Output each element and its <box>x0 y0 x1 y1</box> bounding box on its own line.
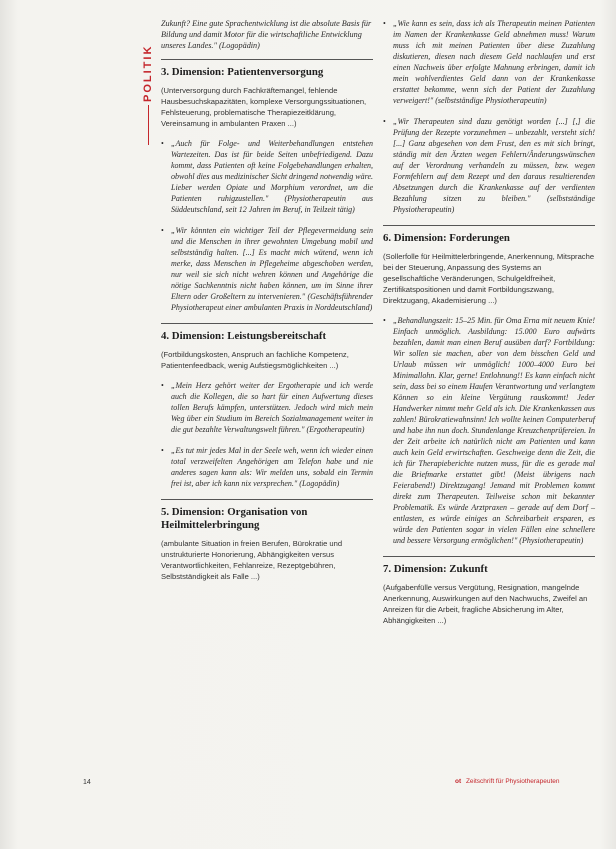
section-title-dimension-5: 5. Dimension: Organisation von Heilmittelerbringung <box>161 506 308 531</box>
section-divider <box>161 499 373 500</box>
section-body-dimension-5: (ambulante Situation in freien Berufen, Bürokratie und unstrukturierte Honorierung, Abhängigkeiten versus Verantwortlichkeiten, Fehlanreize, Rezeptgebühren, Selbstständigkeit als Falle ...) <box>161 539 343 581</box>
section-divider <box>161 59 373 60</box>
section-body-dimension-4: (Fortbildungskosten, Anspruch an fachliche Kompetenz, Patientenfeedback, wenig Aufstiegsmöglichkeiten ...) <box>161 350 349 370</box>
section-title-dimension-7: 7. Dimension: Zukunft <box>383 563 488 575</box>
right-column <box>383 18 595 635</box>
section-title-dimension-3: 3. Dimension: Patientenversorgung <box>161 66 324 78</box>
quote-dimension-4-2: • „Es tut mir jedes Mal in der Seele weh, wenn ich wieder einen total verzweifelten Angehörigen am Telefon habe und nie anderes sagen kann als: Wir melden uns, sobald ein Termin frei ist, aber ich kann nix versprechen." (Logopädin) <box>161 445 373 489</box>
section-body-dimension-3: (Unterversorgung durch Fachkräftemangel, fehlende Hausbesuchskapazitäten, komplexe Versorgungssituationen, Fehlsteuerung, problematische Therapiezeitklärung, Vereinsamung in ambulanten Praxen ...) <box>161 86 367 128</box>
section-body-dimension-7: (Aufgabenfülle versus Vergütung, Resignation, mangelnde Anerkennung, Auswirkungen auf den Nachwuchs, Zweifel an Anreizen für die Arbeit, fragliche Absicherung im Alter, Abhängigkeiten ...) <box>383 583 588 625</box>
intro-quote: Zukunft? Eine gute Sprachentwicklung ist die absolute Basis für Bildung und damit Motor für die wirtschaftliche Entwicklung unseres Landes." (Logopädin) <box>161 19 372 50</box>
quote-dimension-6-1: • „Behandlungszeit: 15–25 Min. für Oma Erna mit neuem Knie! Einfach unmöglich. Ausbildung: 15.000 Euro aufwärts bezahlen, damit man einen Beruf ausüben darf? Fortbildung: Wir sollen sie machen, aber von dem bisschen Geld und Urlaub müssen wir unmöglich! 1000–4000 Euro bei Minimallohn. Klar, gerne! Entlohnung!! Es kann einfach nicht sein, dass bei so einem Haufen Verantwortung und verlangtem Können so ein kleine Vergütung rauskommt! Jeder Handwerker nimmt mehr Geld als ich. Die Krankenkassen aus zahlen! Bürokratiewahnsinn! Ich wollte keinen Computerberuf und habe ihn nun doch. Stundenlange Kreuzchenprüfereien. In der Zeit arbeite ich natürlich nicht am Patienten und kann auch kein Geld erwirtschaften. Geschweige denn die Zeit, die ich für Therapieberichte nutzen muss, für die es gerade mal die Briefmarke erstattet gibt! (Meist übrigens nach Feierabend!) Direktzugang! Jemand mit Problemen kommt direkt zum Therapeuten. Teilweise schon mit bekannter Problematik. Es würde Arztpraxen – gerade auf dem Dorf – entlasten, es würde einiges an Schreibarbeit ersparen, es würde den Patienten sogar in vielen Fällen eine schnellere und bessere Versorgung ermöglichen!" (Physiotherapeutin) <box>383 315 595 546</box>
publication-footer <box>455 778 560 785</box>
lead-quote-2: • „Wir Therapeuten sind dazu genötigt worden [...] [,] die Prüfung der Rezepte vorzunehmen – unbezahlt, versteht sich! [...] Ganz abgesehen von dem Frust, den es mit sich bringt, ständig mit den Ärzten wegen Fehlern/Änderungswünschen auf der Verordnung verhandeln zu müssen, bzw. wegen Formfehlern auf dem Rezept und den daraus resultierenden Absetzungen durch die Krankenkasse auf der verdienten Bezahlung sitzen zu bleiben." (selbstständige Physiotherapeutin) <box>383 116 595 215</box>
quote-dimension-3-1: • „Auch für Folge- und Weiterbehandlungen entstehen Wartezeiten. Das ist für beide Seiten unbefriedigend. Dazu kommt, dass Patienten oft keine Folgebehandlungen erhalten, obwohl dies aus medizinischer Sicht dringend notwendig wäre. Lieber werden Opiate und Morphium verordnet, um die Patienten ruhigzustellen." (Physiotherapeutin aus Süddeutschland, seit 12 Jahren im Beruf, in Teilzeit tätig) <box>161 138 373 215</box>
section-divider <box>383 225 595 226</box>
quote-dimension-4-1: • „Mein Herz gehört weiter der Ergotherapie und ich werde auch die Kollegen, die so hart für einen Aufwertung dieses tollen Berufs kämpfen, unterstützen. Jedoch wird mich mein Weg über ein Studium im Bereich Sozialmanagement weiter in die gut bezahlte Verwaltungswelt führen." (Ergotherapeutin) <box>161 380 373 435</box>
page-number: 14 <box>83 779 91 786</box>
left-column <box>161 18 373 591</box>
quote-dimension-3-2: • „Wir könnten ein wichtiger Teil der Pflegevermeidung sein und die Menschen in ihrer gewohnten Umgebung mobil und selbstständig halten. [...] Es macht mich wütend, wenn ich merke, dass Menschen in Pflegeheime abgeschoben werden, nur weil sie sich nicht wehren können und Angehörige die nötige Sachkenntnis nicht haben können, um im Sinne ihrer Eltern oder Großeltern zu intervenieren." (Geschäftsführender Physiotherapeut einer ambulanten Praxis in Norddeutschland) <box>161 225 373 313</box>
section-divider <box>383 556 595 557</box>
section-title-dimension-6: 6. Dimension: Forderungen <box>383 232 510 244</box>
section-divider <box>161 323 373 324</box>
side-label-rule <box>148 105 149 145</box>
publication-mark: ot <box>455 778 462 785</box>
publication-name: Zeitschrift für Physiotherapeuten <box>465 778 560 785</box>
section-body-dimension-6: (Sollerfolle für Heilmittelerbringende, Anerkennung, Mitsprache bei der Steuerung, Anpassung des Systems an gesellschaftliche Veränderungen, Schulgeldfreiheit, Zertifikatspositionen und damit Fortbildungszwang, Direktzugang, Akademisierung ...) <box>383 252 595 305</box>
section-side-label: POLITIK <box>142 44 154 102</box>
section-title-dimension-4: 4. Dimension: Leistungsbereitschaft <box>161 330 327 342</box>
lead-quote-1: • „Wie kann es sein, dass ich als Therapeutin meinen Patienten im Namen der Krankenkasse Geld abnehmen muss! Warum muss ich mit meinen Patienten über diese Zuzahlung diskutieren, diesen nach diesem Geld nachlaufen und erst einen Nachweis über erfolgte Mahnung erbringen, damit ich mein wohlverdientes Geld dann von der Krankenkasse erstattet bekomme, wenn sich der Patient der Zuzahlung verweigert!" (selbstständige Physiotherapeutin) <box>383 18 595 106</box>
